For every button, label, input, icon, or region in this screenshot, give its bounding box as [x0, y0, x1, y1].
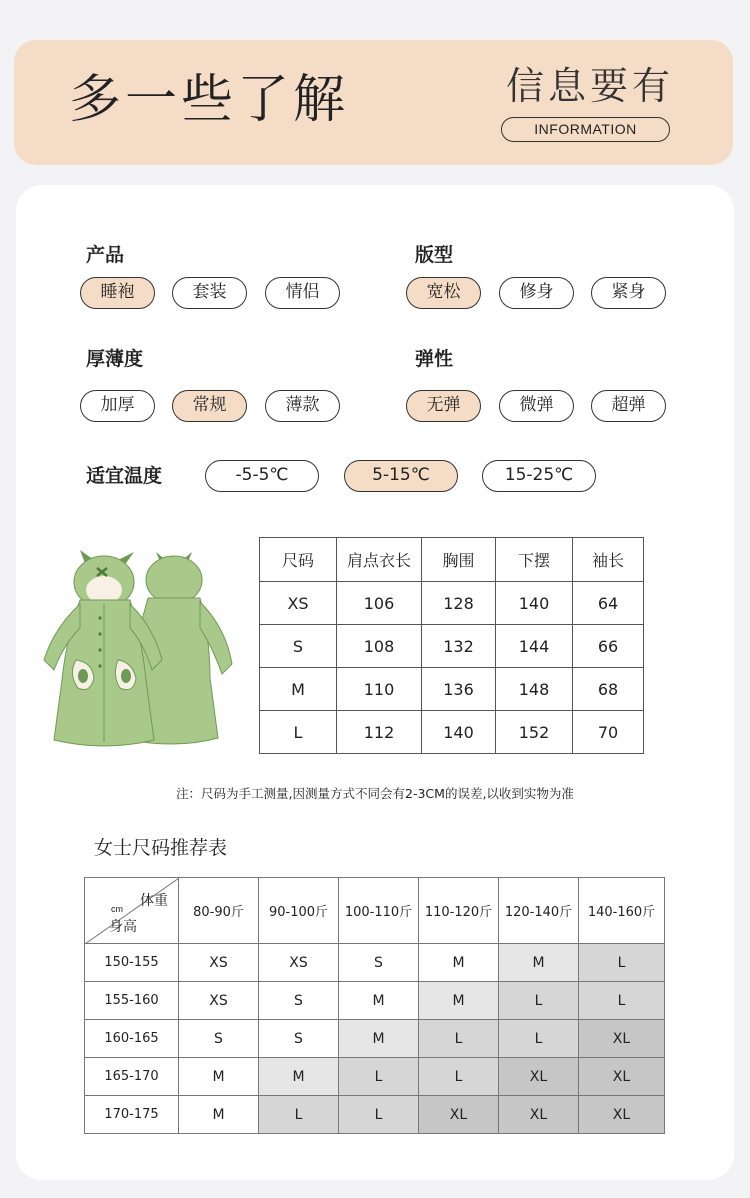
- table-cell: M: [179, 1096, 259, 1134]
- table-cell: 64: [573, 582, 644, 625]
- table-cell: 140: [422, 711, 496, 754]
- recommend-title: 女士尺码推荐表: [94, 837, 228, 859]
- height-row-header: 160-165: [85, 1020, 179, 1058]
- table-row: [85, 1058, 665, 1096]
- table-cell: 132: [422, 625, 496, 668]
- thickness-option-thin: 薄款: [265, 390, 340, 422]
- weight-col-header: 110-120斤: [419, 878, 499, 944]
- size-table: [259, 537, 644, 754]
- height-row-header: 150-155: [85, 944, 179, 982]
- temperature-label: 适宜温度: [86, 465, 163, 487]
- table-cell: S: [179, 1020, 259, 1058]
- table-row: [260, 625, 644, 668]
- table-cell: L: [579, 944, 665, 982]
- recommend-header-row: [85, 878, 665, 944]
- elasticity-option-super: 超弹: [591, 390, 666, 422]
- table-cell: L: [260, 711, 337, 754]
- table-cell: XL: [579, 1058, 665, 1096]
- table-cell: XL: [499, 1096, 579, 1134]
- table-row: [85, 1096, 665, 1134]
- table-row: [85, 1020, 665, 1058]
- table-row: [85, 944, 665, 982]
- size-table-header: [260, 538, 644, 582]
- size-col-header: 胸围: [422, 538, 496, 582]
- size-col-header: 尺码: [260, 538, 337, 582]
- weight-col-header: 100-110斤: [339, 878, 419, 944]
- table-cell: L: [259, 1096, 339, 1134]
- recommend-table: [84, 877, 665, 1134]
- table-cell: S: [260, 625, 337, 668]
- table-cell: XL: [419, 1096, 499, 1134]
- corner-weight-label: 体重: [140, 893, 168, 909]
- table-cell: XL: [579, 1096, 665, 1134]
- table-cell: 110: [337, 668, 422, 711]
- header-subtitle-en: INFORMATION: [501, 117, 670, 142]
- table-cell: 106: [337, 582, 422, 625]
- size-col-header: 袖长: [573, 538, 644, 582]
- table-cell: 66: [573, 625, 644, 668]
- product-label: 产品: [86, 244, 125, 266]
- table-cell: XL: [579, 1020, 665, 1058]
- table-cell: L: [499, 982, 579, 1020]
- size-col-header: 肩点衣长: [337, 538, 422, 582]
- table-cell: XS: [179, 944, 259, 982]
- temperature-option-cold: -5-5℃: [205, 460, 319, 492]
- product-option-set: 套装: [172, 277, 247, 309]
- weight-col-header: 80-90斤: [179, 878, 259, 944]
- table-cell: L: [419, 1020, 499, 1058]
- height-row-header: 155-160: [85, 982, 179, 1020]
- thickness-label: 厚薄度: [86, 348, 144, 370]
- thickness-option-thick: 加厚: [80, 390, 155, 422]
- table-cell: 70: [573, 711, 644, 754]
- temperature-option-mild: 5-15℃: [344, 460, 458, 492]
- table-cell: 112: [337, 711, 422, 754]
- table-cell: S: [259, 1020, 339, 1058]
- table-cell: M: [499, 944, 579, 982]
- size-col-header: 下摆: [496, 538, 573, 582]
- table-row: [260, 582, 644, 625]
- header-banner: [14, 40, 733, 165]
- fit-option-slim: 修身: [499, 277, 574, 309]
- table-cell: 136: [422, 668, 496, 711]
- table-cell: 128: [422, 582, 496, 625]
- height-row-header: 170-175: [85, 1096, 179, 1134]
- recommend-corner-cell: [85, 878, 179, 944]
- table-cell: L: [419, 1058, 499, 1096]
- temperature-option-warm: 15-25℃: [482, 460, 596, 492]
- table-row: [260, 668, 644, 711]
- product-option-robe: 睡袍: [80, 277, 155, 309]
- table-row: [260, 711, 644, 754]
- table-cell: M: [179, 1058, 259, 1096]
- table-cell: 140: [496, 582, 573, 625]
- page-title: 多一些了解: [69, 70, 350, 130]
- table-cell: M: [339, 982, 419, 1020]
- table-cell: M: [339, 1020, 419, 1058]
- fit-option-loose: 宽松: [406, 277, 481, 309]
- table-cell: S: [339, 944, 419, 982]
- corner-unit-label: cm: [111, 904, 123, 914]
- table-cell: XS: [179, 982, 259, 1020]
- elasticity-option-slight: 微弹: [499, 390, 574, 422]
- fit-label: 版型: [415, 244, 454, 266]
- table-cell: 148: [496, 668, 573, 711]
- elasticity-option-none: 无弹: [406, 390, 481, 422]
- measurement-note: 注：尺码为手工测量,因测量方式不同会有2-3CM的误差,以收到实物为准: [176, 786, 574, 801]
- header-subtitle-cn: 信息要有: [506, 64, 675, 108]
- table-cell: 108: [337, 625, 422, 668]
- elasticity-label: 弹性: [415, 348, 454, 370]
- table-cell: M: [260, 668, 337, 711]
- table-cell: L: [339, 1058, 419, 1096]
- height-row-header: 165-170: [85, 1058, 179, 1096]
- table-cell: M: [419, 944, 499, 982]
- corner-height-label: 身高: [109, 919, 137, 935]
- weight-col-header: 140-160斤: [579, 878, 665, 944]
- robe-illustration: [40, 548, 240, 748]
- table-cell: 144: [496, 625, 573, 668]
- table-cell: S: [259, 982, 339, 1020]
- product-option-couple: 情侣: [265, 277, 340, 309]
- robe-front-view: [44, 550, 162, 746]
- fit-option-tight: 紧身: [591, 277, 666, 309]
- table-cell: M: [259, 1058, 339, 1096]
- weight-col-header: 90-100斤: [259, 878, 339, 944]
- table-cell: M: [419, 982, 499, 1020]
- table-cell: L: [339, 1096, 419, 1134]
- thickness-option-regular: 常规: [172, 390, 247, 422]
- table-cell: XL: [499, 1058, 579, 1096]
- table-row: [85, 982, 665, 1020]
- table-cell: L: [499, 1020, 579, 1058]
- weight-col-header: 120-140斤: [499, 878, 579, 944]
- table-cell: XS: [260, 582, 337, 625]
- table-cell: 68: [573, 668, 644, 711]
- table-cell: XS: [259, 944, 339, 982]
- table-cell: L: [579, 982, 665, 1020]
- table-cell: 152: [496, 711, 573, 754]
